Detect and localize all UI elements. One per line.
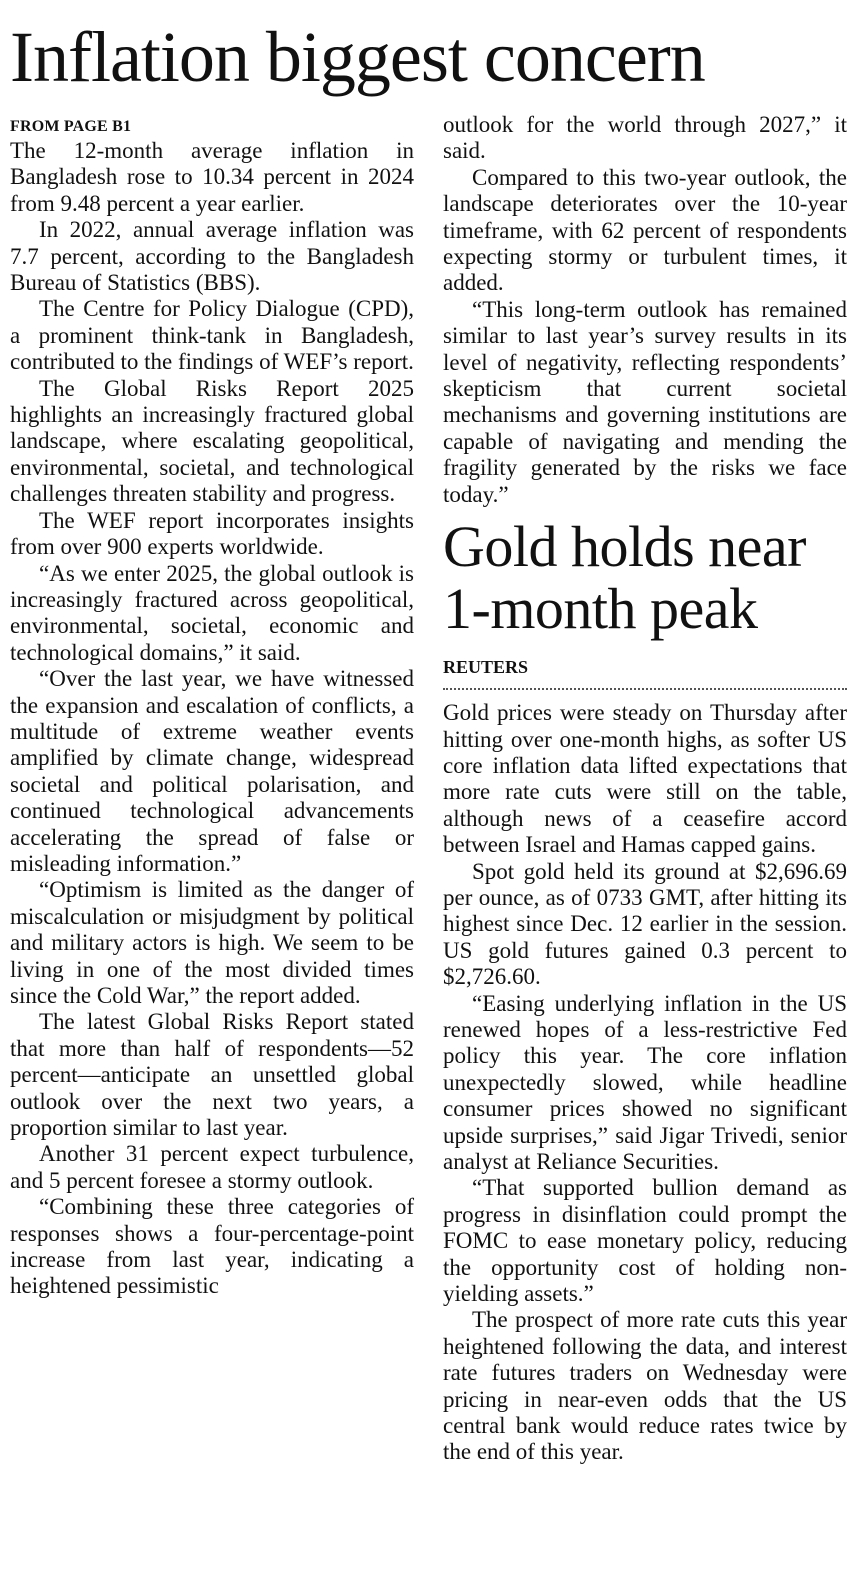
article-paragraph: “Optimism is limited as the danger of miscalculation or misjudgment by political and military actors is high. We seem to be living in one of the most divided times since the Cold War,” the report added.	[10, 877, 414, 1008]
article-paragraph: Another 31 percent expect turbulence, and 5 percent foresee a stormy outlook.	[10, 1141, 414, 1193]
article-paragraph: In 2022, annual average inflation was 7.7 percent, according to the Bangladesh Bureau of Statistics (BBS).	[10, 217, 414, 296]
gold-paragraph: Gold prices were steady on Thursday after hitting over one-month highs, as softer US core inflation data lifted expectations that more rate cuts were still on the table, although news of a ceasefire accord between Israel and Hamas capped gains.	[443, 700, 847, 858]
gold-paragraph: Spot gold held its ground at $2,696.69 per ounce, as of 0733 GMT, after hitting its highest since Dec. 12 earlier in the session. US gold futures gained 0.3 percent to $2,726.60.	[443, 858, 847, 990]
article-paragraph-continued: Compared to this two-year outlook, the landscape deteriorates over the 10-year timeframe, with 62 percent of respondents expecting stormy or turbulent times, it added.	[443, 164, 847, 296]
gold-paragraph: “Easing underlying inflation in the US renewed hopes of a less-restrictive Fed policy this year. The core inflation unexpectedly slowed, while headline consumer prices showed no significant upside surprises,” said Jigar Trivedi, senior analyst at Reliance Securities.	[443, 990, 847, 1174]
main-headline: Inflation biggest concern	[10, 17, 705, 97]
article-paragraph-continued: outlook for the world through 2027,” it said.	[443, 112, 847, 164]
dateline: FROM PAGE B1	[10, 118, 132, 135]
article-paragraph: The WEF report incorporates insights from over 900 experts worldwide.	[10, 507, 414, 560]
article-paragraph: The Centre for Policy Dialogue (CPD), a prominent think-tank in Bangladesh, contributed to the findings of WEF’s report.	[10, 296, 414, 375]
article-paragraph: The Global Risks Report 2025 highlights an increasingly fractured global landscape, where escalating geopolitical, environmental, societal, and technological challenges threaten stability and progress.	[10, 375, 414, 507]
article-paragraph: “Over the last year, we have witnessed the expansion and escalation of conflicts, a multitude of extreme weather events amplified by climate change, widespread societal and political polarisation, and continued technological advancements accelerating the spread of false or misleading information.”	[10, 666, 414, 876]
article-paragraph-continued: “This long-term outlook has remained similar to last year’s survey results in its level of negativity, reflecting respondents’ skepticism that current societal mechanisms and governing institutions are capable of navigating and mending the fragility generated by the risks we face today.”	[443, 296, 847, 507]
gold-paragraph: The prospect of more rate cuts this year heightened following the data, and interest rate futures traders on Wednesday were pricing in near-even odds that the US central bank would reduce rates twice by the end of this year.	[443, 1307, 847, 1465]
article-paragraph: The 12-month average inflation in Bangladesh rose to 10.34 percent in 2024 from 9.48 percent a year earlier.	[10, 138, 414, 216]
right-column	[443, 112, 847, 1466]
gold-paragraph: “That supported bullion demand as progress in disinflation could prompt the FOMC to ease monetary policy, reducing the opportunity cost of holding non-yielding assets.”	[443, 1175, 847, 1307]
byline: REUTERS	[443, 657, 529, 678]
article-paragraph: “As we enter 2025, the global outlook is increasingly fractured across geopolitical, environmental, societal, economic and technological domains,” it said.	[10, 560, 414, 665]
article-paragraph: The latest Global Risks Report stated that more than half of respondents—52 percent—anticipate an unsettled global outlook over the next two years, a proportion similar to last year.	[10, 1009, 414, 1141]
gold-headline: Gold holds near 1-month peak	[443, 514, 806, 642]
left-column	[10, 112, 414, 1300]
article-paragraph: “Combining these three categories of responses shows a four-percentage-point increase from last year, indicating a heightened pessimistic	[10, 1194, 414, 1299]
dotted-divider	[443, 688, 847, 690]
